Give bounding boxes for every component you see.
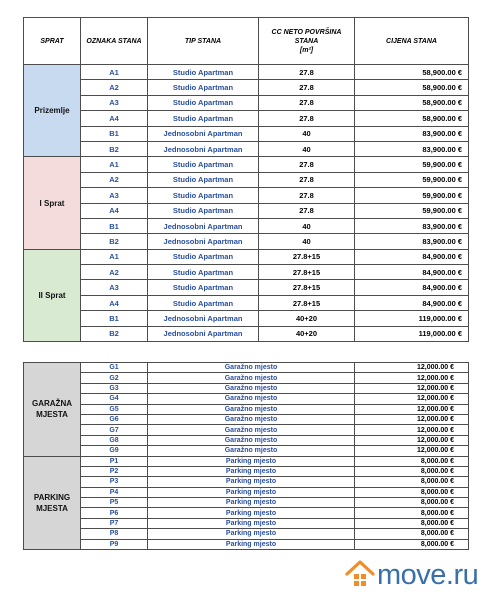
apartment-type: Jednosobni Apartman xyxy=(148,234,259,249)
parking-type: Parking mjesto xyxy=(148,529,355,539)
apartment-row xyxy=(24,111,469,126)
parking-row xyxy=(24,529,469,539)
header-oznaka-stana: OZNAKA STANA xyxy=(81,18,148,65)
floor-label: II Sprat xyxy=(24,249,81,341)
apartment-row xyxy=(24,203,469,218)
parking-price: 12,000.00 € xyxy=(355,363,469,373)
parking-row xyxy=(24,414,469,424)
apartment-row xyxy=(24,234,469,249)
floor-label: I Sprat xyxy=(24,157,81,249)
apartment-price: 58,900.00 € xyxy=(355,95,469,110)
apartment-area: 27.8 xyxy=(259,188,355,203)
apartment-type: Jednosobni Apartman xyxy=(148,326,259,341)
apartment-price: 83,900.00 € xyxy=(355,126,469,141)
apartment-row xyxy=(24,157,469,172)
parking-price: 8,000.00 € xyxy=(355,518,469,528)
parking-row xyxy=(24,373,469,383)
parking-type: Garažno mjesto xyxy=(148,414,355,424)
parking-type: Garažno mjesto xyxy=(148,404,355,414)
apartment-code: B2 xyxy=(81,326,148,341)
parking-type: Parking mjesto xyxy=(148,518,355,528)
parking-price: 8,000.00 € xyxy=(355,508,469,518)
parking-code: P4 xyxy=(81,487,148,497)
apartment-price: 59,900.00 € xyxy=(355,188,469,203)
apartment-area: 27.8+15 xyxy=(259,265,355,280)
parking-type: Parking mjesto xyxy=(148,498,355,508)
apartments-price-table xyxy=(23,17,469,342)
apartment-area: 40 xyxy=(259,141,355,156)
parking-price: 12,000.00 € xyxy=(355,414,469,424)
apartment-type: Studio Apartman xyxy=(148,111,259,126)
apartment-code: A3 xyxy=(81,280,148,295)
parking-code: P6 xyxy=(81,508,148,518)
apartment-type: Studio Apartman xyxy=(148,295,259,310)
parking-price: 12,000.00 € xyxy=(355,446,469,456)
parking-group-label-line2: MJESTA xyxy=(36,503,68,513)
apartment-price: 119,000.00 € xyxy=(355,311,469,326)
header-povrsina xyxy=(259,18,355,65)
apartment-code: A4 xyxy=(81,111,148,126)
apartment-code: A2 xyxy=(81,80,148,95)
parking-price: 8,000.00 € xyxy=(355,529,469,539)
parking-code: P5 xyxy=(81,498,148,508)
apartment-row xyxy=(24,80,469,95)
apartment-price: 59,900.00 € xyxy=(355,157,469,172)
header-povrsina-unit: [m²] xyxy=(299,46,314,54)
apartment-type: Studio Apartman xyxy=(148,203,259,218)
header-povrsina-line1: CC NETO POVRŠINA xyxy=(271,28,342,36)
table-header-row xyxy=(24,18,469,65)
apartment-price: 58,900.00 € xyxy=(355,111,469,126)
parking-row xyxy=(24,446,469,456)
parking-row xyxy=(24,404,469,414)
apartment-row xyxy=(24,218,469,233)
apartment-price: 58,900.00 € xyxy=(355,65,469,80)
parking-code: G1 xyxy=(81,363,148,373)
apartment-price: 59,900.00 € xyxy=(355,172,469,187)
parking-price: 12,000.00 € xyxy=(355,394,469,404)
apartment-price: 84,900.00 € xyxy=(355,265,469,280)
apartment-area: 40 xyxy=(259,218,355,233)
apartment-row xyxy=(24,280,469,295)
apartment-code: A4 xyxy=(81,295,148,310)
apartment-price: 83,900.00 € xyxy=(355,141,469,156)
parking-type: Garažno mjesto xyxy=(148,363,355,373)
parking-code: G4 xyxy=(81,394,148,404)
watermark-text: move.ru xyxy=(377,559,479,591)
apartment-area: 27.8 xyxy=(259,95,355,110)
parking-type: Garažno mjesto xyxy=(148,383,355,393)
parking-price: 12,000.00 € xyxy=(355,435,469,445)
apartment-area: 27.8 xyxy=(259,111,355,126)
apartment-code: B2 xyxy=(81,234,148,249)
parking-group-label-line2: MJESTA xyxy=(36,410,68,420)
apartment-type: Studio Apartman xyxy=(148,65,259,80)
parking-code: P8 xyxy=(81,529,148,539)
parking-row xyxy=(24,477,469,487)
parking-code: G3 xyxy=(81,383,148,393)
apartment-code: A3 xyxy=(81,188,148,203)
house-logo-icon xyxy=(343,557,377,591)
parking-row xyxy=(24,425,469,435)
apartment-row xyxy=(24,265,469,280)
apartment-area: 40+20 xyxy=(259,326,355,341)
parking-type: Parking mjesto xyxy=(148,539,355,549)
apartment-row xyxy=(24,172,469,187)
parking-type: Parking mjesto xyxy=(148,508,355,518)
apartment-area: 40+20 xyxy=(259,311,355,326)
apartment-code: A1 xyxy=(81,249,148,264)
parking-group-label-line1: GARAŽNA xyxy=(32,399,72,409)
apartment-code: B1 xyxy=(81,218,148,233)
header-sprat: SPRAT xyxy=(24,18,81,65)
apartment-type: Studio Apartman xyxy=(148,188,259,203)
apartment-row xyxy=(24,95,469,110)
apartments-table-body xyxy=(24,65,469,342)
apartment-code: A1 xyxy=(81,157,148,172)
parking-code: G5 xyxy=(81,404,148,414)
apartment-area: 27.8 xyxy=(259,65,355,80)
apartment-area: 40 xyxy=(259,126,355,141)
parking-row xyxy=(24,498,469,508)
parking-code: G2 xyxy=(81,373,148,383)
apartment-area: 27.8+15 xyxy=(259,295,355,310)
apartment-type: Studio Apartman xyxy=(148,95,259,110)
apartment-type: Studio Apartman xyxy=(148,172,259,187)
parking-price: 12,000.00 € xyxy=(355,404,469,414)
apartment-row xyxy=(24,311,469,326)
parking-row xyxy=(24,363,469,373)
apartment-area: 40 xyxy=(259,234,355,249)
parking-code: P1 xyxy=(81,456,148,466)
apartment-price: 84,900.00 € xyxy=(355,249,469,264)
parking-price: 8,000.00 € xyxy=(355,539,469,549)
parking-table-body xyxy=(24,363,469,550)
apartment-row xyxy=(24,249,469,264)
apartment-code: B1 xyxy=(81,126,148,141)
apartment-code: A1 xyxy=(81,65,148,80)
apartment-type: Studio Apartman xyxy=(148,265,259,280)
apartment-area: 27.8 xyxy=(259,157,355,172)
parking-type: Garažno mjesto xyxy=(148,373,355,383)
parking-price-table xyxy=(23,362,469,550)
parking-price: 8,000.00 € xyxy=(355,456,469,466)
parking-code: P9 xyxy=(81,539,148,549)
parking-code: G9 xyxy=(81,446,148,456)
parking-row xyxy=(24,466,469,476)
apartment-type: Studio Apartman xyxy=(148,80,259,95)
parking-code: G6 xyxy=(81,414,148,424)
parking-price: 8,000.00 € xyxy=(355,498,469,508)
apartment-area: 27.8+15 xyxy=(259,249,355,264)
parking-type: Parking mjesto xyxy=(148,487,355,497)
parking-code: G7 xyxy=(81,425,148,435)
apartment-code: B1 xyxy=(81,311,148,326)
apartment-area: 27.8 xyxy=(259,172,355,187)
parking-type: Parking mjesto xyxy=(148,477,355,487)
parking-group-label xyxy=(24,456,81,550)
parking-type: Garažno mjesto xyxy=(148,446,355,456)
apartment-row xyxy=(24,126,469,141)
apartment-price: 119,000.00 € xyxy=(355,326,469,341)
parking-row xyxy=(24,394,469,404)
parking-price: 8,000.00 € xyxy=(355,466,469,476)
parking-price: 8,000.00 € xyxy=(355,477,469,487)
apartment-row xyxy=(24,188,469,203)
apartment-price: 83,900.00 € xyxy=(355,218,469,233)
parking-row xyxy=(24,518,469,528)
parking-price: 12,000.00 € xyxy=(355,373,469,383)
header-tip-stana: TIP STANA xyxy=(148,18,259,65)
apartment-type: Studio Apartman xyxy=(148,249,259,264)
header-povrsina-line2: STANA xyxy=(294,37,319,45)
parking-row xyxy=(24,539,469,549)
parking-row xyxy=(24,508,469,518)
apartment-type: Studio Apartman xyxy=(148,280,259,295)
parking-price: 8,000.00 € xyxy=(355,487,469,497)
parking-type: Garažno mjesto xyxy=(148,425,355,435)
parking-price: 12,000.00 € xyxy=(355,383,469,393)
apartment-type: Jednosobni Apartman xyxy=(148,141,259,156)
apartment-row xyxy=(24,65,469,80)
parking-type: Parking mjesto xyxy=(148,466,355,476)
apartment-row xyxy=(24,295,469,310)
apartment-price: 83,900.00 € xyxy=(355,234,469,249)
parking-price: 12,000.00 € xyxy=(355,425,469,435)
apartment-type: Jednosobni Apartman xyxy=(148,218,259,233)
parking-code: P3 xyxy=(81,477,148,487)
parking-row xyxy=(24,383,469,393)
parking-group-label-line1: PARKING xyxy=(33,492,71,502)
apartment-area: 27.8 xyxy=(259,203,355,218)
floor-label: Prizemlje xyxy=(24,65,81,157)
apartment-price: 84,900.00 € xyxy=(355,280,469,295)
parking-code: P2 xyxy=(81,466,148,476)
apartment-area: 27.8 xyxy=(259,80,355,95)
parking-row xyxy=(24,456,469,466)
apartment-code: A4 xyxy=(81,203,148,218)
apartment-price: 84,900.00 € xyxy=(355,295,469,310)
parking-row xyxy=(24,435,469,445)
parking-type: Garažno mjesto xyxy=(148,394,355,404)
apartment-row xyxy=(24,326,469,341)
apartment-code: A2 xyxy=(81,265,148,280)
apartment-type: Jednosobni Apartman xyxy=(148,126,259,141)
parking-type: Parking mjesto xyxy=(148,456,355,466)
move-ru-watermark xyxy=(343,555,493,595)
apartment-price: 58,900.00 € xyxy=(355,80,469,95)
parking-type: Garažno mjesto xyxy=(148,435,355,445)
apartment-code: A2 xyxy=(81,172,148,187)
header-cijena-stana: CIJENA STANA xyxy=(355,18,469,65)
apartment-code: B2 xyxy=(81,141,148,156)
parking-row xyxy=(24,487,469,497)
apartment-price: 59,900.00 € xyxy=(355,203,469,218)
apartment-row xyxy=(24,141,469,156)
apartment-type: Studio Apartman xyxy=(148,157,259,172)
apartment-area: 27.8+15 xyxy=(259,280,355,295)
parking-code: P7 xyxy=(81,518,148,528)
parking-code: G8 xyxy=(81,435,148,445)
apartment-type: Jednosobni Apartman xyxy=(148,311,259,326)
parking-group-label xyxy=(24,363,81,457)
apartment-code: A3 xyxy=(81,95,148,110)
